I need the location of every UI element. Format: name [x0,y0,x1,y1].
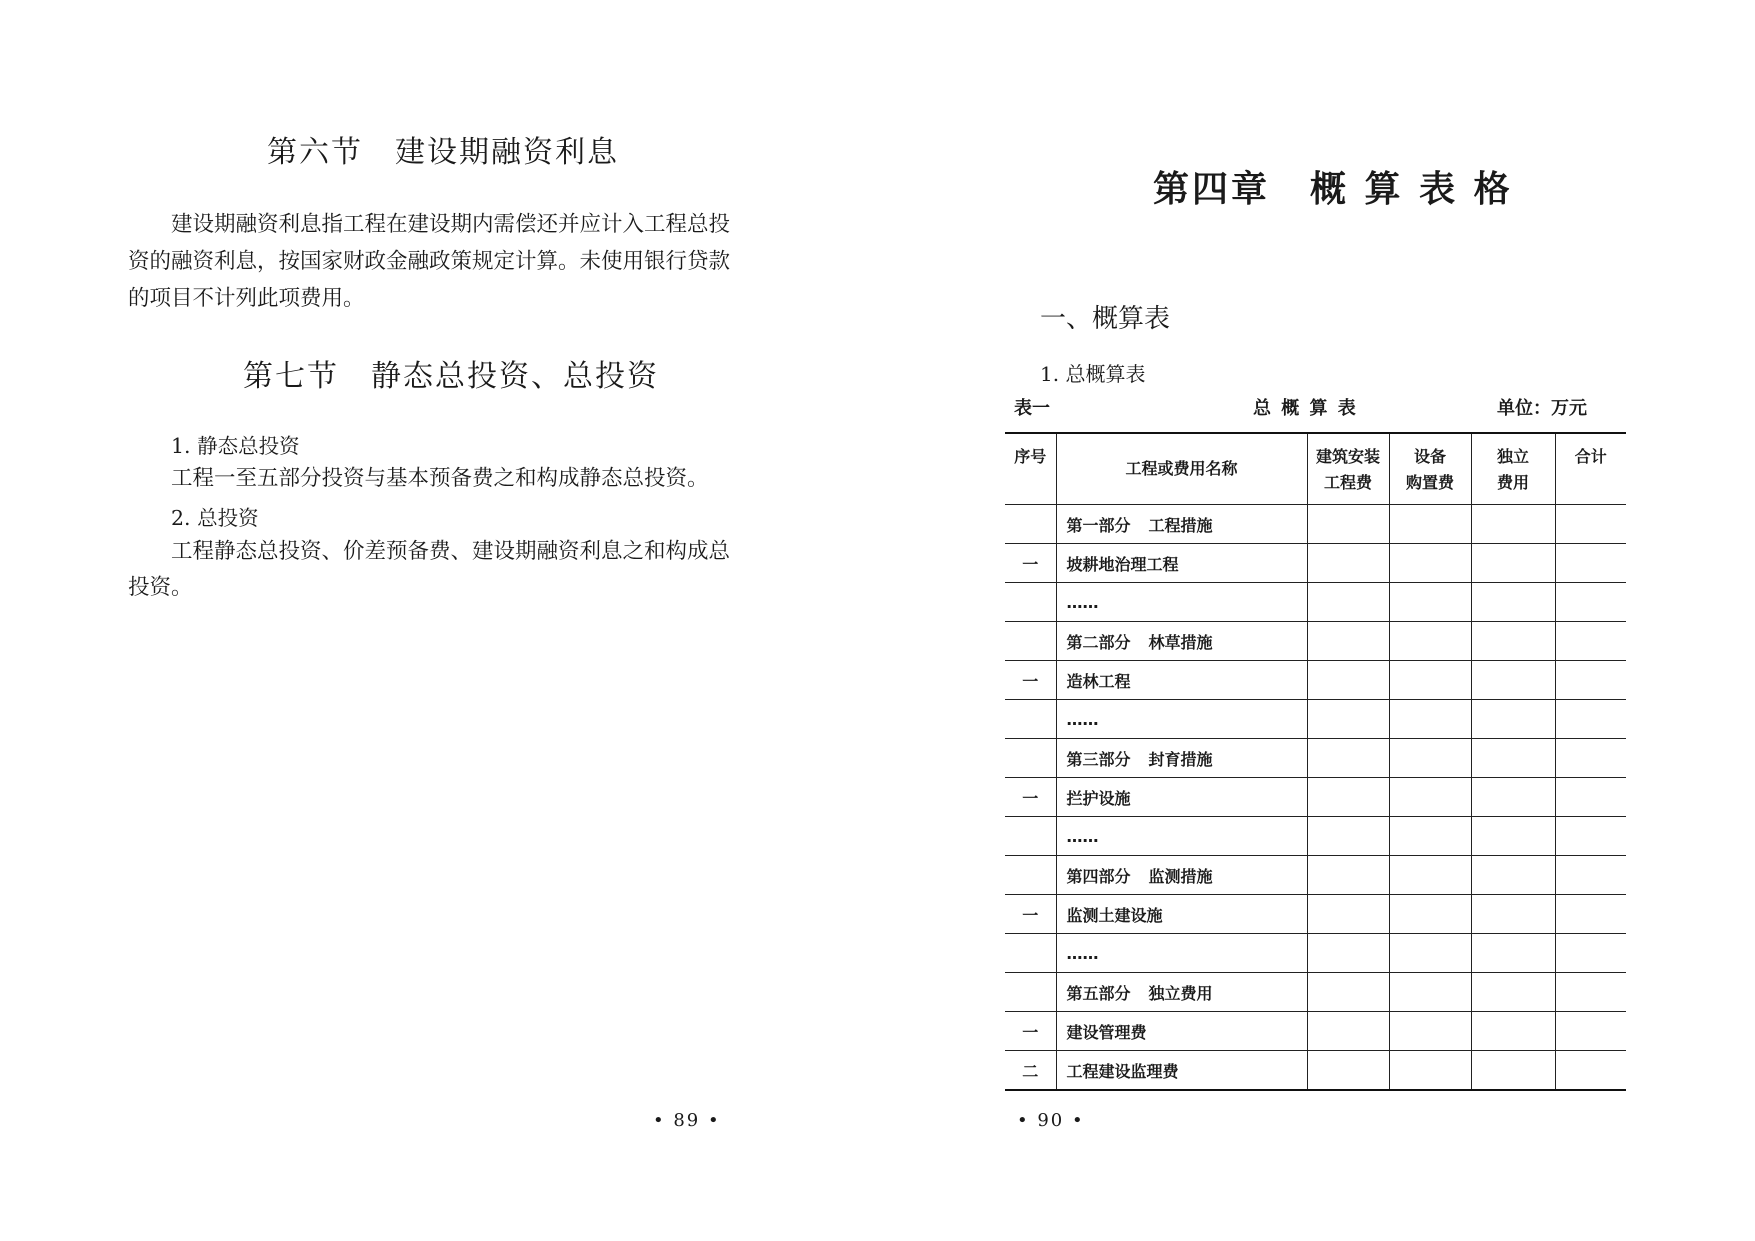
row-total-cell [1555,544,1626,583]
row-name-cell [1056,934,1307,973]
row-name: 第五部分 [1066,983,1131,1003]
section-6-line-3: 的项目不计列此项费用。 [128,286,365,311]
row-name-cell [1056,778,1307,817]
row-total-cell [1555,817,1626,856]
row-name-detail: 林草措施 [1148,632,1213,652]
row-independent-cell [1471,973,1555,1012]
chapter-number: 第四章 [1153,169,1271,210]
row-total-cell [1555,622,1626,661]
row-name-cell [1056,544,1307,583]
table-row [1005,817,1626,856]
row-name-cell [1056,700,1307,739]
row-equipment-cell [1389,544,1471,583]
static-investment-title: 1. 静态总投资 [171,434,300,458]
row-independent-cell [1471,505,1555,544]
row-independent-cell [1471,778,1555,817]
row-independent-cell [1471,1012,1555,1051]
row-total-cell [1555,505,1626,544]
row-name-cell [1056,739,1307,778]
page-number-left: • 89 • [653,1110,721,1131]
row-total-cell [1555,700,1626,739]
row-independent-cell [1471,739,1555,778]
row-name: …… [1066,826,1099,846]
row-name-cell [1056,1051,1307,1091]
table-body [1005,505,1626,1091]
row-number-cell [1005,817,1056,856]
row-name-detail: 工程措施 [1148,515,1213,535]
row-total-cell [1555,973,1626,1012]
row-independent-cell [1471,583,1555,622]
row-number-cell [1005,739,1056,778]
row-equipment-cell [1389,700,1471,739]
header-construction: 建筑安装 工程费 [1307,433,1389,505]
left-page [0,0,877,1241]
row-number-cell [1005,505,1056,544]
header-equipment: 设备 购置费 [1389,433,1471,505]
table-unit: 单位：万元 [1497,398,1587,419]
row-name: …… [1066,709,1099,729]
row-total-cell [1555,661,1626,700]
table-row [1005,895,1626,934]
chapter-title [1153,161,1513,212]
row-equipment-cell [1389,856,1471,895]
table-row [1005,973,1626,1012]
row-number-cell [1005,856,1056,895]
row-name: 第二部分 [1066,632,1131,652]
table-row [1005,661,1626,700]
row-independent-cell [1471,661,1555,700]
row-name: 造林工程 [1066,671,1131,691]
row-name: 第四部分 [1066,866,1131,886]
table-row [1005,583,1626,622]
table-row [1005,544,1626,583]
row-total-cell [1555,895,1626,934]
row-construction-cell [1307,934,1389,973]
table-row [1005,1051,1626,1091]
row-name: 建设管理费 [1066,1022,1147,1042]
row-independent-cell [1471,1051,1555,1091]
row-total-cell [1555,739,1626,778]
row-construction-cell [1307,778,1389,817]
row-equipment-cell [1389,622,1471,661]
row-construction-cell [1307,895,1389,934]
row-name-cell [1056,856,1307,895]
section-6-line-1: 建设期融资利息指工程在建设期内需偿还并应计入工程总投 [171,212,731,237]
section-6-paragraph [128,206,738,317]
row-independent-cell [1471,934,1555,973]
row-construction-cell [1307,1012,1389,1051]
row-total-cell [1555,778,1626,817]
static-investment-text: 工程一至五部分投资与基本预备费之和构成静态总投资。 [171,466,709,491]
row-construction-cell [1307,544,1389,583]
row-number-cell [1005,583,1056,622]
row-name-cell [1056,583,1307,622]
row-total-cell [1555,1051,1626,1091]
section-7-heading: 第七节 静态总投资、总投资 [243,359,659,394]
row-equipment-cell [1389,505,1471,544]
row-independent-cell [1471,817,1555,856]
row-total-cell [1555,934,1626,973]
row-equipment-cell [1389,973,1471,1012]
header-name: 工程或费用名称 [1056,433,1307,505]
row-total-cell [1555,1012,1626,1051]
row-equipment-cell [1389,661,1471,700]
table-row [1005,505,1626,544]
row-construction-cell [1307,973,1389,1012]
row-construction-cell [1307,817,1389,856]
row-independent-cell [1471,895,1555,934]
table-row [1005,739,1626,778]
row-number-cell: 二 [1005,1051,1056,1091]
row-construction-cell [1307,583,1389,622]
header-seq: 序号 [1005,433,1056,505]
row-equipment-cell [1389,1051,1471,1091]
row-name-cell [1056,505,1307,544]
total-investment-line-1: 工程静态总投资、价差预备费、建设期融资利息之和构成总 [171,539,731,564]
table-header-row [1005,433,1626,505]
table-row [1005,622,1626,661]
row-name: 拦护设施 [1066,788,1131,808]
total-investment-line-2: 投资。 [128,575,193,600]
table-row [1005,856,1626,895]
row-equipment-cell [1389,583,1471,622]
row-equipment-cell [1389,895,1471,934]
row-name: 坡耕地治理工程 [1066,554,1179,574]
row-name: 监测土建设施 [1066,905,1163,925]
row-construction-cell [1307,856,1389,895]
row-name: 第三部分 [1066,749,1131,769]
row-total-cell [1555,856,1626,895]
row-name-detail: 监测措施 [1148,866,1213,886]
row-name-cell [1056,661,1307,700]
summary-budget-table [1005,432,1626,1091]
row-equipment-cell [1389,778,1471,817]
row-name-cell [1056,895,1307,934]
table-row [1005,778,1626,817]
chapter-name: 概 算 表 格 [1310,169,1513,210]
row-total-cell [1555,583,1626,622]
row-name-cell [1056,973,1307,1012]
subsection-heading: 一、概算表 [1040,304,1171,334]
row-construction-cell [1307,622,1389,661]
page-number-right: • 90 • [1017,1110,1085,1131]
row-equipment-cell [1389,934,1471,973]
row-number-cell [1005,934,1056,973]
row-equipment-cell [1389,817,1471,856]
row-equipment-cell [1389,739,1471,778]
row-name: 第一部分 [1066,515,1131,535]
row-construction-cell [1307,739,1389,778]
row-independent-cell [1471,622,1555,661]
row-number-cell: 一 [1005,544,1056,583]
row-name: …… [1066,943,1099,963]
row-construction-cell [1307,700,1389,739]
table-label: 表一 [1014,398,1050,419]
row-number-cell [1005,622,1056,661]
row-name-cell [1056,817,1307,856]
table-item-title: 1. 总概算表 [1040,362,1146,386]
row-construction-cell [1307,1051,1389,1091]
table-row [1005,700,1626,739]
header-total: 合计 [1555,433,1626,505]
row-name-detail: 封育措施 [1148,749,1213,769]
row-number-cell: 一 [1005,661,1056,700]
section-6-heading: 第六节 建设期融资利息 [267,135,619,170]
table-row [1005,934,1626,973]
row-name-cell [1056,1012,1307,1051]
header-independent: 独立 费用 [1471,433,1555,505]
row-name: 工程建设监理费 [1066,1061,1179,1081]
row-equipment-cell [1389,1012,1471,1051]
table-row [1005,1012,1626,1051]
section-6-line-2: 资的融资利息，按国家财政金融政策规定计算。未使用银行贷款 [128,249,731,274]
row-number-cell: 一 [1005,778,1056,817]
row-number-cell: 一 [1005,895,1056,934]
row-name: …… [1066,592,1099,612]
row-name-detail: 独立费用 [1148,983,1213,1003]
row-construction-cell [1307,661,1389,700]
table-title: 总 概 算 表 [1253,398,1358,419]
row-independent-cell [1471,856,1555,895]
total-investment-title: 2. 总投资 [171,506,259,530]
row-independent-cell [1471,544,1555,583]
row-number-cell [1005,700,1056,739]
row-number-cell [1005,973,1056,1012]
row-construction-cell [1307,505,1389,544]
row-name-cell [1056,622,1307,661]
row-number-cell: 一 [1005,1012,1056,1051]
row-independent-cell [1471,700,1555,739]
